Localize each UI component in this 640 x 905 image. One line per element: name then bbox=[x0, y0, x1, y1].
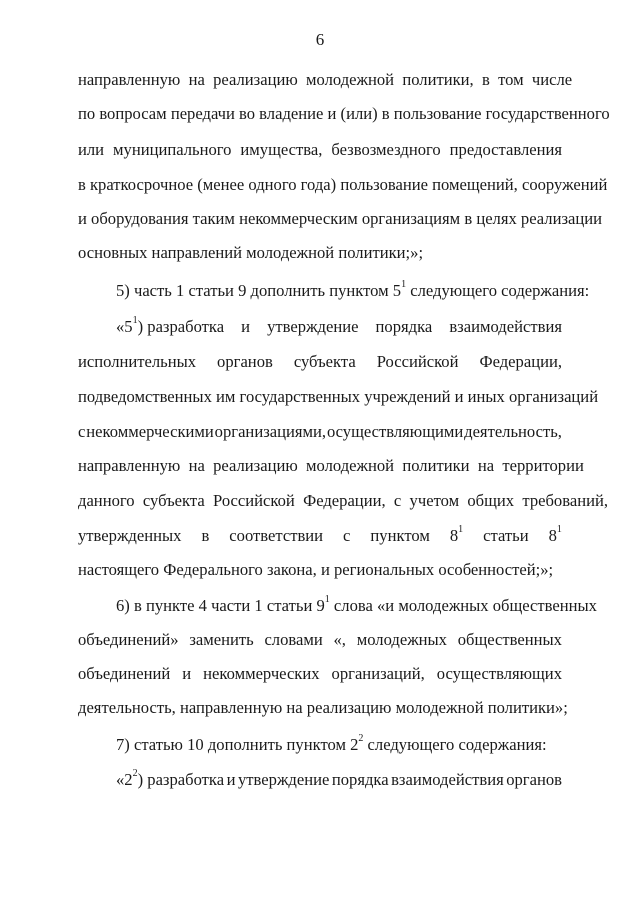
text-fragment: 5) часть 1 статьи 9 дополнить пунктом 5 bbox=[116, 281, 402, 300]
word bbox=[332, 770, 389, 790]
text-fragment: ) разработка bbox=[137, 770, 225, 789]
text-line bbox=[78, 630, 562, 650]
word bbox=[78, 526, 181, 546]
text-fragment: в bbox=[201, 526, 210, 545]
word bbox=[343, 526, 350, 546]
word: организациями, bbox=[214, 422, 327, 441]
text-fragment: порядка bbox=[375, 317, 433, 336]
text-line bbox=[116, 279, 590, 301]
text-fragment: утвержденных bbox=[78, 526, 182, 545]
word bbox=[376, 317, 433, 337]
text-fragment: 7) статью 10 дополнить пунктом 2 bbox=[116, 735, 359, 754]
text-line bbox=[78, 352, 562, 372]
word: осуществляющими bbox=[326, 422, 464, 441]
word: организаций, bbox=[331, 664, 425, 683]
text-fragment: слова «и молодежных общественных bbox=[329, 596, 597, 615]
text-fragment: взаимодействия bbox=[391, 770, 504, 789]
word: Российской bbox=[376, 352, 459, 371]
text-fragment: следующего содержания: bbox=[406, 281, 590, 300]
word: муниципального bbox=[113, 140, 232, 159]
text-fragment: 6) в пункте 4 части 1 статьи 9 bbox=[116, 596, 325, 615]
word: деятельность, bbox=[464, 422, 562, 441]
text-fragment: соответствии bbox=[229, 526, 324, 545]
text-fragment: ) разработка bbox=[137, 317, 225, 336]
text-line: подведомственных им государственных учреждений и иных организаций bbox=[78, 387, 599, 406]
text-fragment: «2 bbox=[116, 770, 133, 789]
word: общественных bbox=[457, 630, 562, 649]
word: субъекта bbox=[293, 352, 356, 371]
superscript: 2 bbox=[358, 733, 364, 745]
word bbox=[450, 526, 463, 546]
word: заменить bbox=[189, 630, 254, 649]
superscript: 2 bbox=[132, 768, 138, 780]
text-line: основных направлений молодежной политики;»; bbox=[78, 243, 424, 262]
word: объединений» bbox=[78, 630, 179, 649]
text-line bbox=[78, 422, 562, 442]
word: с bbox=[78, 422, 86, 441]
text-fragment: пунктом bbox=[370, 526, 430, 545]
word: имущества, bbox=[240, 140, 323, 159]
text-line bbox=[116, 594, 597, 616]
word: осуществляющих bbox=[436, 664, 562, 683]
superscript: 1 bbox=[324, 594, 330, 606]
word bbox=[238, 770, 329, 790]
superscript: 1 bbox=[401, 279, 407, 291]
text-line bbox=[116, 770, 562, 790]
word: некоммерческими bbox=[86, 422, 214, 441]
text-fragment: органов bbox=[506, 770, 562, 789]
text-fragment: 8 bbox=[548, 526, 557, 545]
text-line bbox=[116, 317, 562, 337]
text-line bbox=[78, 140, 562, 160]
text-line bbox=[116, 735, 562, 755]
word bbox=[116, 317, 224, 337]
word bbox=[391, 770, 504, 790]
word: органов bbox=[217, 352, 273, 371]
text-line: направленную на реализацию молодежной политики, в том числе bbox=[78, 70, 573, 89]
text-fragment: утверждение bbox=[238, 770, 330, 789]
word bbox=[241, 317, 250, 337]
text-line bbox=[78, 664, 562, 684]
word: исполнительных bbox=[78, 352, 197, 371]
word bbox=[370, 526, 429, 546]
text-fragment: утверждение bbox=[267, 317, 359, 336]
text-fragment: следующего содержания: bbox=[363, 735, 547, 754]
superscript: 1 bbox=[132, 315, 138, 327]
text-fragment: с bbox=[343, 526, 351, 545]
text-line: в краткосрочное (менее одного года) пользование помещений, сооружений bbox=[78, 175, 608, 194]
superscript: 1 bbox=[458, 524, 464, 536]
word: молодежных bbox=[356, 630, 447, 649]
word: или bbox=[78, 140, 105, 159]
word: некоммерческих bbox=[203, 664, 320, 683]
word: безвозмездного bbox=[331, 140, 441, 159]
word: «, bbox=[333, 630, 346, 649]
word: объединений bbox=[78, 664, 171, 683]
word: Федерации, bbox=[479, 352, 562, 371]
word: предоставления bbox=[449, 140, 562, 159]
text-line: направленную на реализацию молодежной политики на территории bbox=[78, 456, 584, 475]
text-fragment: статьи bbox=[483, 526, 529, 545]
text-line: данного субъекта Российской Федерации, с учетом общих требований, bbox=[78, 491, 608, 510]
word bbox=[267, 317, 358, 337]
text-line: деятельность, направленную на реализацию молодежной политики»; bbox=[78, 698, 568, 717]
text-fragment: и bbox=[226, 770, 236, 789]
word bbox=[229, 526, 323, 546]
text-line: настоящего Федерального закона, и региональных особенностей;»; bbox=[78, 560, 554, 579]
text-fragment: 8 bbox=[449, 526, 459, 545]
word bbox=[506, 770, 562, 790]
text-fragment: взаимодействия bbox=[449, 317, 562, 336]
text-fragment: порядка bbox=[331, 770, 389, 789]
word bbox=[201, 526, 209, 546]
page-number: 6 bbox=[315, 30, 325, 49]
text-line bbox=[78, 526, 562, 546]
word bbox=[227, 770, 236, 790]
word bbox=[483, 526, 528, 546]
superscript: 1 bbox=[556, 524, 562, 536]
text-line: и оборудования таким некоммерческим организациям в целях реализации bbox=[78, 209, 603, 228]
text-fragment: «5 bbox=[116, 317, 133, 336]
word bbox=[549, 526, 562, 546]
word: и bbox=[182, 664, 192, 683]
word bbox=[116, 770, 224, 790]
text-fragment: и bbox=[241, 317, 251, 336]
word: словами bbox=[264, 630, 323, 649]
text-line: по вопросам передачи во владение и (или) в пользование государственного bbox=[78, 104, 610, 123]
word bbox=[449, 317, 562, 337]
